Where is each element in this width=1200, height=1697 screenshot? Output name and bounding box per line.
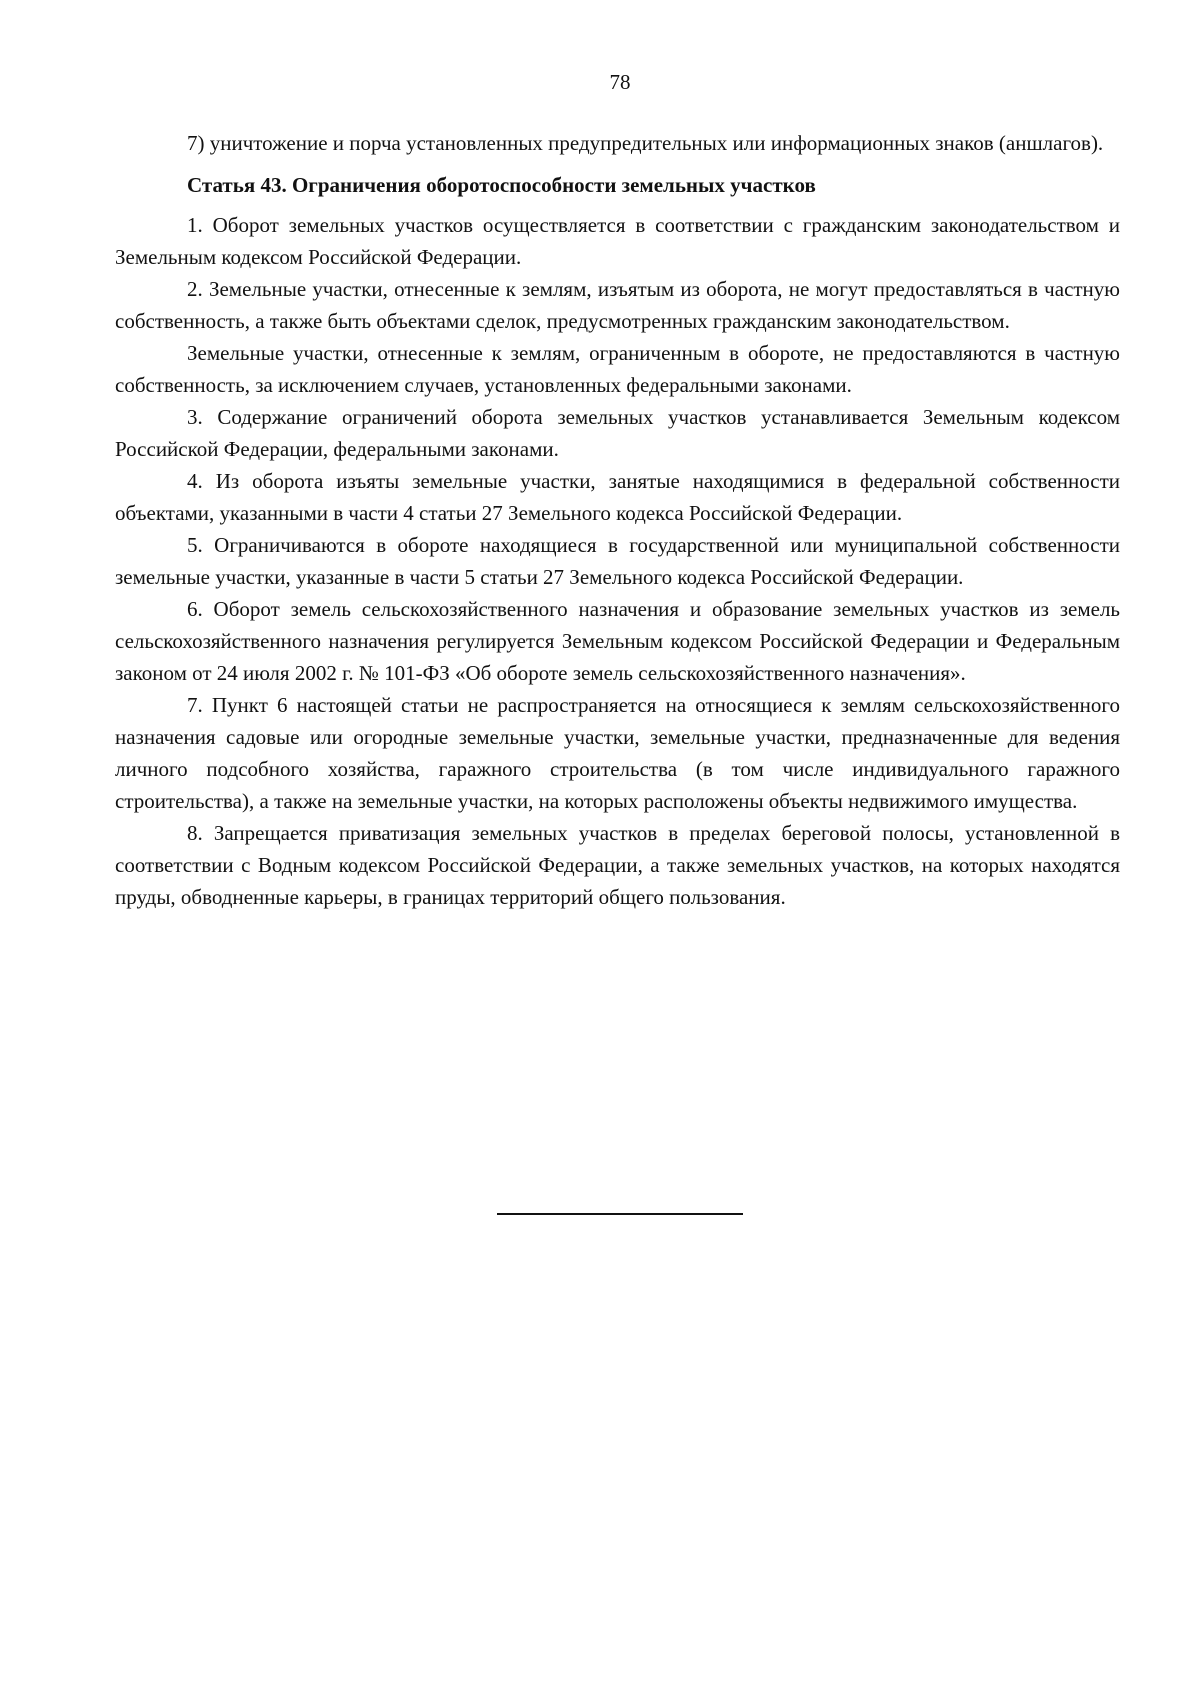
paragraph-1: 1. Оборот земельных участков осуществляется в соответствии с гражданским законодательством и Земельным кодексом Российской Федерации. [115, 213, 1120, 269]
paragraph-2: 2. Земельные участки, отнесенные к землям, изъятым из оборота, не могут предоставляться в частную собственность, а также быть объектами сделок, предусмотренных гражданским законодательством. [115, 277, 1120, 333]
paragraph-2-continuation: Земельные участки, отнесенные к землям, ограниченным в обороте, не предоставляются в частную собственность, за исключением случаев, установленных федеральными законами. [115, 341, 1120, 397]
paragraph-4: 4. Из оборота изъяты земельные участки, занятые находящимися в федеральной собственности объектами, указанными в части 4 статьи 27 Земельного кодекса Российской Федерации. [115, 469, 1120, 525]
end-separator-line [497, 1213, 743, 1215]
page-number: 78 [609, 70, 631, 94]
article-title: Статья 43. Ограничения оборотоспособности земельных участков [187, 173, 816, 197]
paragraph-8: 8. Запрещается приватизация земельных участков в пределах береговой полосы, установленной в соответствии с Водным кодексом Российской Федерации, а также земельных участков, на которых находятся пруды, обводненные карьеры, в границах территорий общего пользования. [115, 821, 1120, 909]
paragraph-7: 7. Пункт 6 настоящей статьи не распространяется на относящиеся к землям сельскохозяйственного назначения садовые или огородные земельные участки, земельные участки, предназначенные для ведения личного подсобного хозяйства, гаражного строительства (в том числе индивидуального гаражного строительства), а также на земельные участки, на которых расположены объекты недвижимого имущества. [115, 693, 1120, 813]
document-body [115, 127, 1120, 913]
intro-list-item: 7) уничтожение и порча установленных предупредительных или информационных знаков (аншлагов). [187, 131, 1104, 155]
paragraph-3: 3. Содержание ограничений оборота земельных участков устанавливается Земельным кодексом Российской Федерации, федеральными законами. [115, 405, 1120, 461]
paragraph-5: 5. Ограничиваются в обороте находящиеся в государственной или муниципальной собственности земельные участки, указанные в части 5 статьи 27 Земельного кодекса Российской Федерации. [115, 533, 1120, 589]
paragraph-6: 6. Оборот земель сельскохозяйственного назначения и образование земельных участков из земель сельскохозяйственного назначения регулируется Земельным кодексом Российской Федерации и Федеральным законом от 24 июля 2002 г. № 101-ФЗ «Об обороте земель сельскохозяйственного назначения». [115, 597, 1120, 685]
